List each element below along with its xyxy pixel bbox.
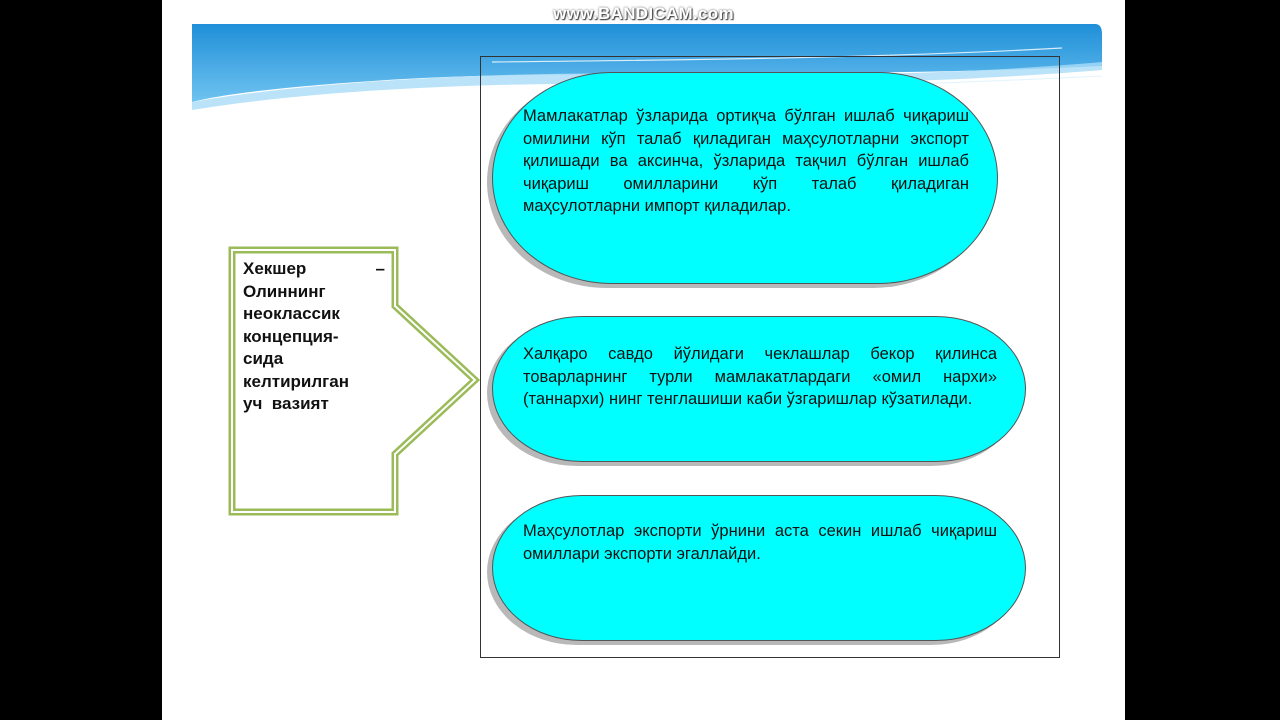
situation-1-box (492, 72, 998, 284)
situation-2-box (492, 316, 1026, 462)
callout-title (243, 258, 385, 416)
callout-first-line (243, 258, 385, 281)
situation-3-text: Маҳсулотлар экспорти ўрнини аста секин ишлаб чиқариш омиллари экспорти эгаллайди. (523, 522, 997, 563)
callout-line-4: концепция- (243, 326, 339, 346)
callout-line-6: келтирилган (243, 371, 349, 391)
callout-line-2: Олиннинг (243, 281, 326, 301)
situation-2-text: Халқаро савдо йўлидаги чеклашлар бекор қилинса товарларнинг турли мамлакатлардаги «омил нархи» (таннархи) нинг тенглашиши каби ўзгаришлар кўзатилади. (523, 345, 997, 408)
callout-line-7: уч вазият (243, 394, 329, 413)
situation-1-text: Мамлакатлар ўзларида ортиқча бўлган ишлаб чиқариш омилини кўп талаб қиладиган маҳсулотларни экспорт қилишади ва аксинча, ўзларида тақчил бўлган ишлаб чиқариш омилларини кўп талаб қиладиган маҳсулотларни импорт қиладилар. (523, 107, 969, 215)
callout-line-3: неоклассик (243, 304, 340, 323)
callout-dash: – (375, 259, 385, 278)
situation-3-box (492, 495, 1026, 641)
callout-line-5: сида (243, 349, 284, 368)
callout-line-1: Хекшер (243, 259, 307, 278)
bandicam-watermark: www.BANDICAM.com (553, 4, 734, 23)
slide (162, 0, 1125, 720)
